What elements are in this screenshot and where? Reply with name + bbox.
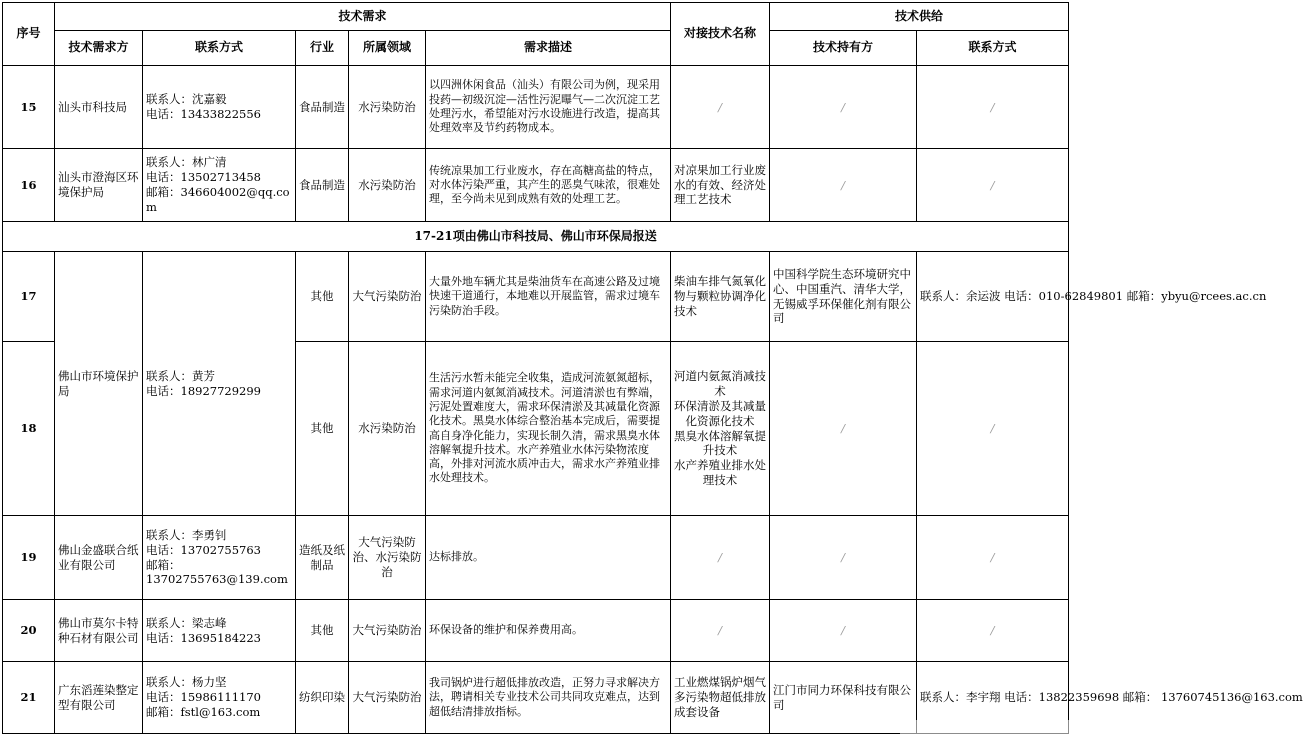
description-cell: 生活污水暂未能完全收集，造成河流氨氮超标，需求河道内氨氮消减技术。河道清淤也有弊端，污泥处置难度大，需求环保清淤及其减量化资源化技术。黑臭水体综合整治基本完成后，需要提高自身净化能力，实现长制久清，需求黑臭水体溶解氧提升技术。水产养殖业水体污染物浓度高，外排对河流水质冲击大，需求水产养殖业排水处理技术。	[426, 342, 671, 516]
demander-header: 技术需求方	[55, 31, 143, 66]
demander-cell: 汕头市澄海区环境保护局	[55, 149, 143, 222]
row-number: 15	[3, 66, 55, 149]
field-header: 所属领域	[349, 31, 426, 66]
description-cell: 传统凉果加工行业废水，存在高糖高盐的特点，对水体污染严重，其产生的恶臭气味浓，很难处理，至今尚未见到成熟有效的处理工艺。	[426, 149, 671, 222]
holder-cell: 江门市同力环保科技有限公司	[770, 662, 917, 734]
field-cell: 水污染防治	[349, 149, 426, 222]
industry-cell: 食品制造	[296, 66, 349, 149]
holder-cell: /	[770, 516, 917, 600]
demander-cell: 汕头市科技局	[55, 66, 143, 149]
demander-cell: 佛山金盛联合纸业有限公司	[55, 516, 143, 600]
tech-demand-table	[2, 2, 1303, 734]
row-number: 16	[3, 149, 55, 222]
field-cell: 大气污染防治	[349, 600, 426, 662]
header-row-2	[3, 31, 1069, 66]
match-tech-cell: /	[671, 66, 770, 149]
industry-cell: 造纸及纸制品	[296, 516, 349, 600]
field-cell: 水污染防治	[349, 66, 426, 149]
match-tech-cell: 柴油车排气氮氧化物与颗粒协调净化技术	[671, 252, 770, 342]
section-row	[3, 222, 1069, 252]
industry-cell: 食品制造	[296, 149, 349, 222]
contact-cell: 联系人：沈嘉毅 电话：13433822556	[143, 66, 296, 149]
watermark-overlay	[900, 720, 1070, 744]
supply-contact-cell: /	[917, 342, 1069, 516]
row-number: 17	[3, 252, 55, 342]
field-cell: 大气污染防治	[349, 252, 426, 342]
match-tech-cell: 河道内氨氮消减技术 环保清淤及其减量化资源化技术 黑臭水体溶解氧提升技术 水产养殖业排水处理技术	[671, 342, 770, 516]
match-tech-cell: 对凉果加工行业废水的有效、经济处理工艺技术	[671, 149, 770, 222]
match-tech-cell: /	[671, 600, 770, 662]
supply-contact-cell: /	[917, 516, 1069, 600]
table-row	[3, 600, 1069, 662]
holder-cell: /	[770, 66, 917, 149]
row-number: 21	[3, 662, 55, 734]
industry-cell: 其他	[296, 342, 349, 516]
row-number: 20	[3, 600, 55, 662]
tech-supply-header: 技术供给	[770, 3, 1069, 31]
match-tech-cell: 工业燃煤锅炉烟气多污染物超低排放成套设备	[671, 662, 770, 734]
holder-header: 技术持有方	[770, 31, 917, 66]
industry-cell: 其他	[296, 600, 349, 662]
match-tech-header: 对接技术名称	[671, 3, 770, 66]
holder-cell: 中国科学院生态环境研究中心、中国重汽、清华大学，无锡威孚环保催化剂有限公司	[770, 252, 917, 342]
demander-cell: 佛山市环境保护局	[55, 252, 143, 516]
contact-cell: 联系人：梁志峰 电话：13695184223	[143, 600, 296, 662]
field-cell: 大气污染防治	[349, 662, 426, 734]
supply-contact-cell: /	[917, 66, 1069, 149]
contact-cell: 联系人：黄芳 电话：18927729299	[143, 252, 296, 516]
supply-contact-cell: 联系人：李宇翔 电话：13822359698 邮箱： 13760745136@163.com	[917, 662, 1069, 734]
supply-contact-cell: 联系人：余运波 电话：010-62849801 邮箱：ybyu@rcees.ac.cn	[917, 252, 1069, 342]
seq-header: 序号	[3, 3, 55, 66]
field-cell: 大气污染防治、水污染防治	[349, 516, 426, 600]
industry-header: 行业	[296, 31, 349, 66]
header-row-1	[3, 3, 1069, 31]
supply-contact-cell: /	[917, 600, 1069, 662]
row-number: 18	[3, 342, 55, 516]
row-number: 19	[3, 516, 55, 600]
supply-contact-cell: /	[917, 149, 1069, 222]
table-row	[3, 149, 1069, 222]
field-cell: 水污染防治	[349, 342, 426, 516]
holder-cell: /	[770, 149, 917, 222]
holder-cell: /	[770, 600, 917, 662]
section-label: 17-21项由佛山市科技局、佛山市环保局报送	[3, 222, 1069, 252]
tech-demand-header: 技术需求	[55, 3, 671, 31]
demander-cell: 佛山市莫尔卡特种石材有限公司	[55, 600, 143, 662]
description-header: 需求描述	[426, 31, 671, 66]
contact-cell: 联系人：杨力坚 电话：15986111170 邮箱：fstl@163.com	[143, 662, 296, 734]
table-row	[3, 516, 1069, 600]
match-tech-cell: /	[671, 516, 770, 600]
description-cell: 达标排放。	[426, 516, 671, 600]
holder-cell: /	[770, 342, 917, 516]
table-row	[3, 66, 1069, 149]
description-cell: 环保设备的维护和保养费用高。	[426, 600, 671, 662]
contact-cell: 联系人：李勇钊 电话：13702755763 邮箱： 13702755763@139.com	[143, 516, 296, 600]
description-cell: 大量外地车辆尤其是柴油货车在高速公路及过境快速干道通行，本地难以开展监管，需求过境车污染防治手段。	[426, 252, 671, 342]
table-row	[3, 252, 1069, 342]
contact-header: 联系方式	[143, 31, 296, 66]
industry-cell: 纺织印染	[296, 662, 349, 734]
description-cell: 以四洲休闲食品（汕头）有限公司为例，现采用投药—初级沉淀—活性污泥曝气—二次沉淀工艺处理污水，希望能对污水设施进行改造，提高其处理效率及节约药物成本。	[426, 66, 671, 149]
industry-cell: 其他	[296, 252, 349, 342]
description-cell: 我司锅炉进行超低排放改造，正努力寻求解决方法，聘请相关专业技术公司共同攻克难点，达到超低结清排放指标。	[426, 662, 671, 734]
contact-cell: 联系人：林广清 电话：13502713458 邮箱：346604002@qq.com	[143, 149, 296, 222]
supply-contact-header: 联系方式	[917, 31, 1069, 66]
demander-cell: 广东滔莲染整定型有限公司	[55, 662, 143, 734]
